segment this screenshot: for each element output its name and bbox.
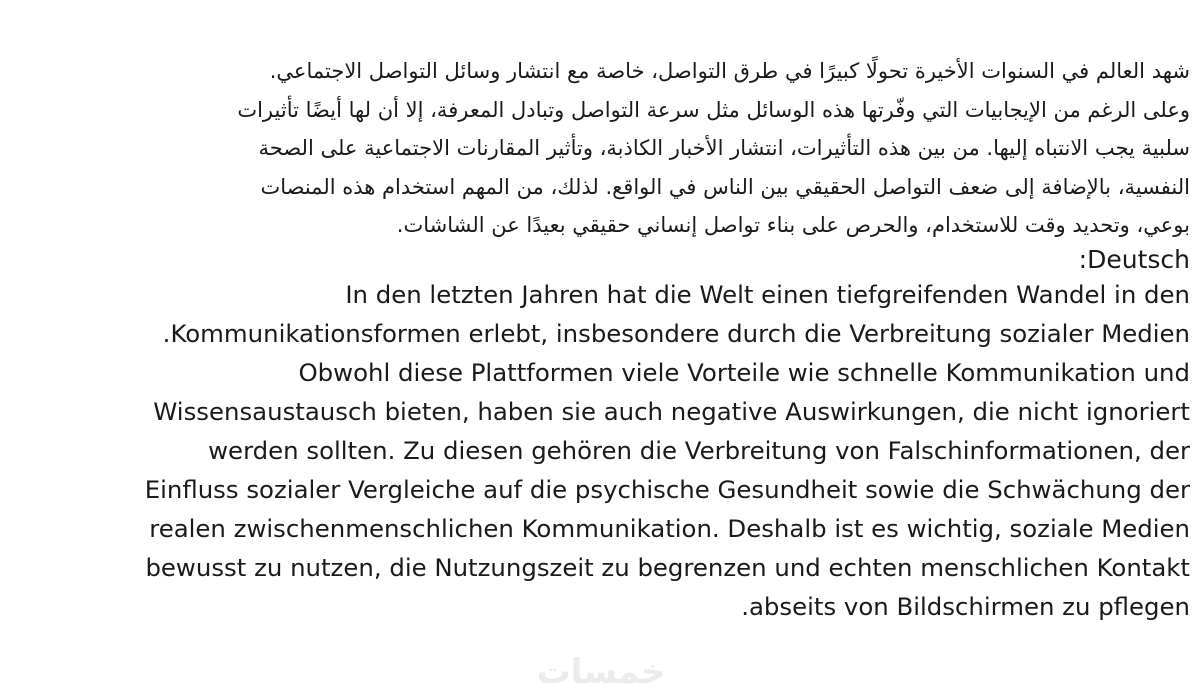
arabic-line: سلبية يجب الانتباه إليها. من بين هذه التأثيرات، انتشار الأخبار الكاذبة، وتأثير المقارنات الاجتماعية على الصحة (258, 136, 1190, 160)
german-line: In den letzten Jahren hat die Welt einen tiefgreifenden Wandel in den (345, 279, 1190, 309)
arabic-line: بوعي، وتحديد وقت للاستخدام، والحرص على بناء تواصل إنساني حقيقي بعيدًا عن الشاشات. (396, 213, 1190, 237)
german-line: bewusst zu nutzen, die Nutzungszeit zu begrenzen und echten menschlichen Kontakt (145, 552, 1190, 582)
german-line: werden sollten. Zu diesen gehören die Verbreitung von Falschinformationen, der (208, 435, 1190, 465)
document-body (10, 52, 1190, 626)
german-line: Wissensaustausch bieten, haben sie auch negative Auswirkungen, die nicht ignoriert (153, 396, 1190, 426)
german-line: Obwohl diese Plattformen viele Vorteile wie schnelle Kommunikation und (298, 357, 1190, 387)
german-paragraph (10, 275, 1190, 626)
arabic-paragraph (10, 52, 1190, 245)
german-section-label: Deutsch: (1078, 244, 1190, 274)
german-line: Einfluss sozialer Vergleiche auf die psychische Gesundheit sowie die Schwächung der (144, 474, 1190, 504)
watermark-logo: خمسات (536, 652, 666, 692)
arabic-line: شهد العالم في السنوات الأخيرة تحولًا كبيرًا في طرق التواصل، خاصة مع انتشار وسائل التواصل الاجتماعي. (269, 59, 1190, 83)
arabic-line: النفسية، بالإضافة إلى ضعف التواصل الحقيقي بين الناس في الواقع. لذلك، من المهم استخدام هذه المنصات (260, 174, 1190, 199)
arabic-line: وعلى الرغم من الإيجابيات التي وفّرتها هذه الوسائل مثل سرعة التواصل وتبادل المعرفة، إلا أن لها أيضًا تأثيرات (237, 97, 1190, 122)
german-line: Kommunikationsformen erlebt, insbesondere durch die Verbreitung sozialer Medien. (162, 318, 1190, 348)
german-line: realen zwischenmenschlichen Kommunikation. Deshalb ist es wichtig, soziale Medien (149, 513, 1190, 543)
german-line: abseits von Bildschirmen zu pflegen. (741, 591, 1190, 621)
